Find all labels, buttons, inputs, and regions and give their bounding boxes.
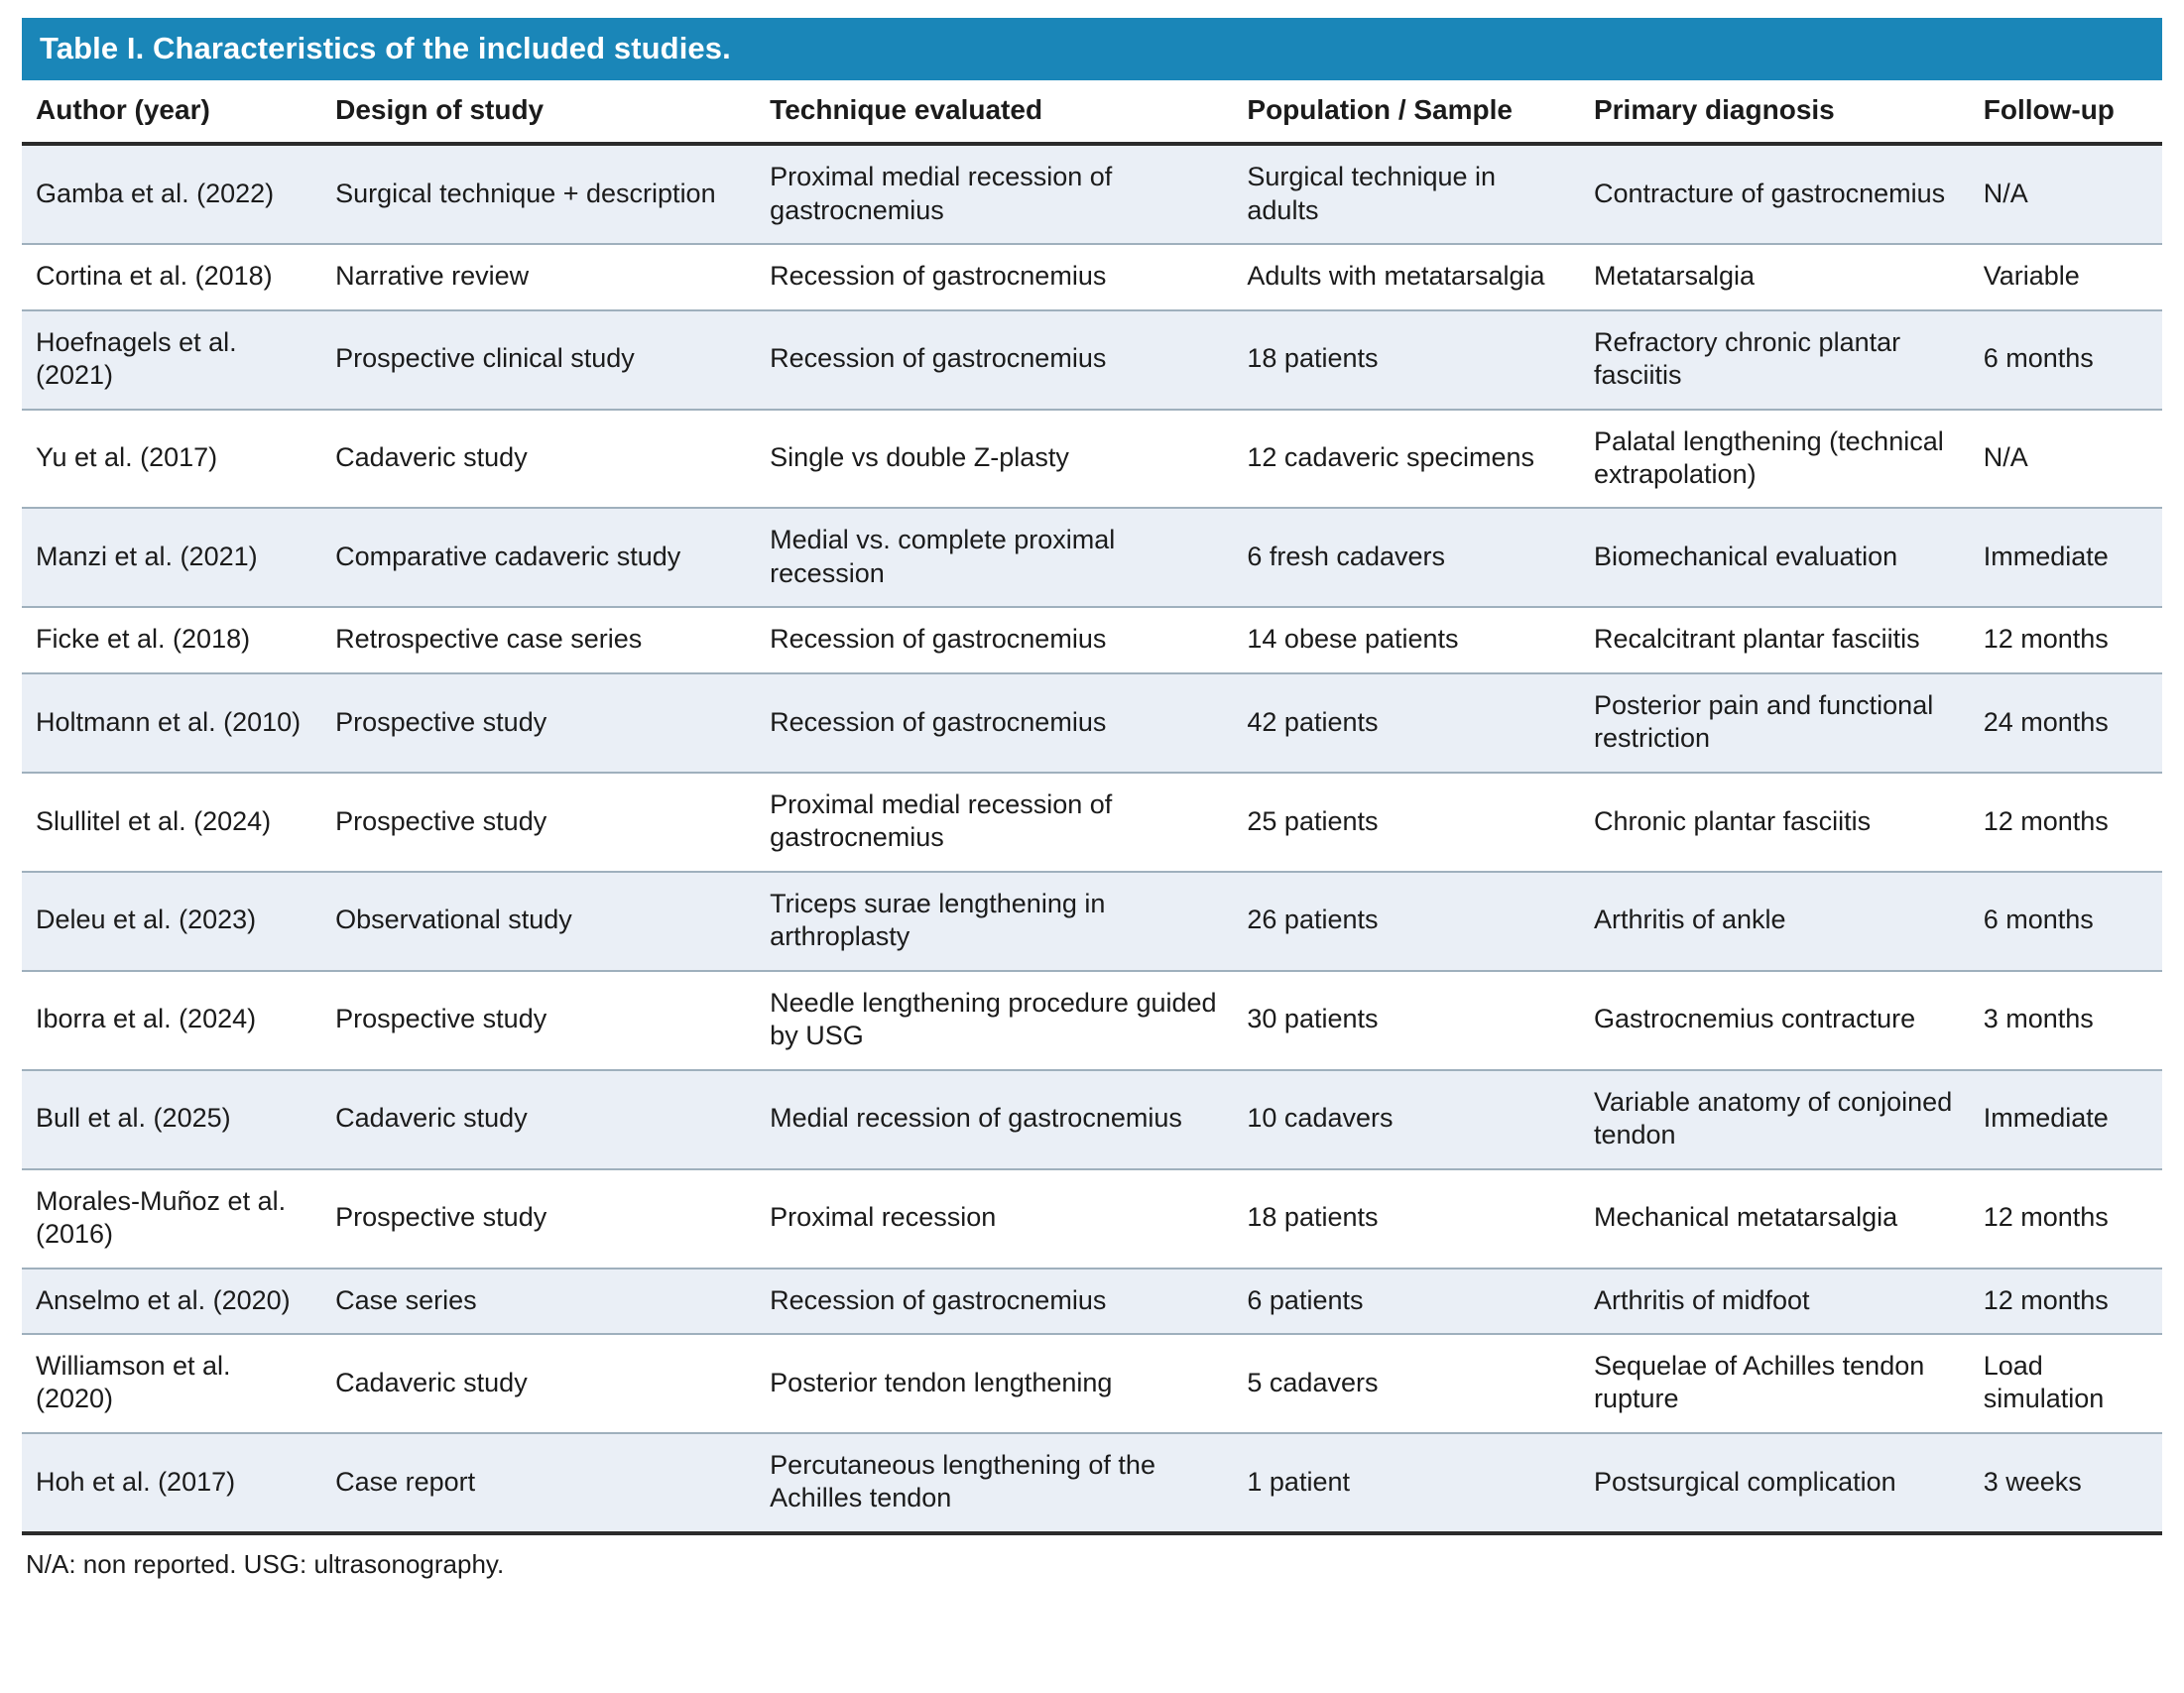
table-row bbox=[22, 673, 2162, 773]
cell-author: Cortina et al. (2018) bbox=[22, 244, 321, 309]
cell-followup: 12 months bbox=[1970, 1169, 2162, 1269]
table-header-row bbox=[22, 80, 2162, 144]
cell-design: Prospective clinical study bbox=[321, 310, 756, 410]
cell-author: Ficke et al. (2018) bbox=[22, 607, 321, 672]
cell-population: Adults with metatarsalgia bbox=[1233, 244, 1580, 309]
table-title: Table I. Characteristics of the included studies. bbox=[22, 18, 2162, 80]
characteristics-table bbox=[22, 80, 2162, 1535]
cell-population: 6 patients bbox=[1233, 1269, 1580, 1334]
table-row bbox=[22, 144, 2162, 244]
table-row bbox=[22, 410, 2162, 509]
cell-diagnosis: Contracture of gastrocnemius bbox=[1580, 144, 1970, 244]
cell-diagnosis: Chronic plantar fasciitis bbox=[1580, 773, 1970, 872]
cell-author: Hoefnagels et al. (2021) bbox=[22, 310, 321, 410]
cell-design: Case report bbox=[321, 1433, 756, 1533]
cell-technique: Recession of gastrocnemius bbox=[756, 673, 1233, 773]
cell-diagnosis: Arthritis of ankle bbox=[1580, 872, 1970, 971]
cell-author: Morales-Muñoz et al. (2016) bbox=[22, 1169, 321, 1269]
column-header-followup: Follow-up bbox=[1970, 80, 2162, 144]
cell-design: Narrative review bbox=[321, 244, 756, 309]
cell-technique: Medial recession of gastrocnemius bbox=[756, 1070, 1233, 1169]
cell-design: Retrospective case series bbox=[321, 607, 756, 672]
cell-diagnosis: Postsurgical complication bbox=[1580, 1433, 1970, 1533]
table-row bbox=[22, 244, 2162, 309]
table-row bbox=[22, 971, 2162, 1070]
cell-diagnosis: Metatarsalgia bbox=[1580, 244, 1970, 309]
cell-design: Cadaveric study bbox=[321, 1334, 756, 1433]
cell-followup: Load simulation bbox=[1970, 1334, 2162, 1433]
cell-followup: 6 months bbox=[1970, 872, 2162, 971]
cell-followup: 6 months bbox=[1970, 310, 2162, 410]
cell-author: Deleu et al. (2023) bbox=[22, 872, 321, 971]
cell-followup: N/A bbox=[1970, 410, 2162, 509]
cell-diagnosis: Gastrocnemius contracture bbox=[1580, 971, 1970, 1070]
table-row bbox=[22, 310, 2162, 410]
table-row bbox=[22, 508, 2162, 607]
cell-author: Manzi et al. (2021) bbox=[22, 508, 321, 607]
cell-design: Prospective study bbox=[321, 773, 756, 872]
table-row bbox=[22, 1070, 2162, 1169]
cell-followup: 24 months bbox=[1970, 673, 2162, 773]
cell-author: Iborra et al. (2024) bbox=[22, 971, 321, 1070]
cell-technique: Recession of gastrocnemius bbox=[756, 607, 1233, 672]
table-row bbox=[22, 1433, 2162, 1533]
cell-followup: Variable bbox=[1970, 244, 2162, 309]
table-row bbox=[22, 1269, 2162, 1334]
table-footnote: N/A: non reported. USG: ultrasonography. bbox=[26, 1548, 505, 1579]
cell-population: 18 patients bbox=[1233, 310, 1580, 410]
cell-design: Case series bbox=[321, 1269, 756, 1334]
column-header-population: Population / Sample bbox=[1233, 80, 1580, 144]
cell-followup: Immediate bbox=[1970, 508, 2162, 607]
cell-diagnosis: Sequelae of Achilles tendon rupture bbox=[1580, 1334, 1970, 1433]
cell-technique: Proximal medial recession of gastrocnemius bbox=[756, 144, 1233, 244]
cell-population: 42 patients bbox=[1233, 673, 1580, 773]
cell-population: 30 patients bbox=[1233, 971, 1580, 1070]
cell-technique: Recession of gastrocnemius bbox=[756, 244, 1233, 309]
cell-population: 26 patients bbox=[1233, 872, 1580, 971]
cell-diagnosis: Posterior pain and functional restriction bbox=[1580, 673, 1970, 773]
cell-population: 14 obese patients bbox=[1233, 607, 1580, 672]
cell-technique: Recession of gastrocnemius bbox=[756, 1269, 1233, 1334]
cell-population: 10 cadavers bbox=[1233, 1070, 1580, 1169]
cell-population: 12 cadaveric specimens bbox=[1233, 410, 1580, 509]
table-body bbox=[22, 144, 2162, 1533]
cell-diagnosis: Biomechanical evaluation bbox=[1580, 508, 1970, 607]
column-header-technique: Technique evaluated bbox=[756, 80, 1233, 144]
cell-followup: N/A bbox=[1970, 144, 2162, 244]
cell-population: 6 fresh cadavers bbox=[1233, 508, 1580, 607]
table-row bbox=[22, 607, 2162, 672]
table-header bbox=[22, 80, 2162, 144]
cell-technique: Posterior tendon lengthening bbox=[756, 1334, 1233, 1433]
cell-population: Surgical technique in adults bbox=[1233, 144, 1580, 244]
cell-technique: Proximal recession bbox=[756, 1169, 1233, 1269]
cell-population: 25 patients bbox=[1233, 773, 1580, 872]
cell-design: Surgical technique + description bbox=[321, 144, 756, 244]
table-row bbox=[22, 872, 2162, 971]
cell-author: Williamson et al. (2020) bbox=[22, 1334, 321, 1433]
table-row bbox=[22, 773, 2162, 872]
cell-population: 5 cadavers bbox=[1233, 1334, 1580, 1433]
cell-diagnosis: Variable anatomy of conjoined tendon bbox=[1580, 1070, 1970, 1169]
cell-design: Comparative cadaveric study bbox=[321, 508, 756, 607]
cell-population: 1 patient bbox=[1233, 1433, 1580, 1533]
cell-technique: Medial vs. complete proximal recession bbox=[756, 508, 1233, 607]
cell-followup: 12 months bbox=[1970, 607, 2162, 672]
column-header-design: Design of study bbox=[321, 80, 756, 144]
cell-technique: Percutaneous lengthening of the Achilles tendon bbox=[756, 1433, 1233, 1533]
cell-technique: Needle lengthening procedure guided by USG bbox=[756, 971, 1233, 1070]
cell-author: Holtmann et al. (2010) bbox=[22, 673, 321, 773]
cell-population: 18 patients bbox=[1233, 1169, 1580, 1269]
table-row bbox=[22, 1169, 2162, 1269]
cell-design: Prospective study bbox=[321, 1169, 756, 1269]
cell-technique: Proximal medial recession of gastrocnemius bbox=[756, 773, 1233, 872]
cell-followup: 3 months bbox=[1970, 971, 2162, 1070]
cell-diagnosis: Arthritis of midfoot bbox=[1580, 1269, 1970, 1334]
cell-author: Yu et al. (2017) bbox=[22, 410, 321, 509]
cell-design: Prospective study bbox=[321, 971, 756, 1070]
cell-author: Hoh et al. (2017) bbox=[22, 1433, 321, 1533]
cell-technique: Single vs double Z-plasty bbox=[756, 410, 1233, 509]
cell-design: Observational study bbox=[321, 872, 756, 971]
cell-followup: 12 months bbox=[1970, 773, 2162, 872]
cell-diagnosis: Palatal lengthening (technical extrapolation) bbox=[1580, 410, 1970, 509]
cell-author: Bull et al. (2025) bbox=[22, 1070, 321, 1169]
cell-diagnosis: Refractory chronic plantar fasciitis bbox=[1580, 310, 1970, 410]
column-header-author: Author (year) bbox=[22, 80, 321, 144]
cell-diagnosis: Recalcitrant plantar fasciitis bbox=[1580, 607, 1970, 672]
cell-design: Prospective study bbox=[321, 673, 756, 773]
cell-author: Gamba et al. (2022) bbox=[22, 144, 321, 244]
cell-technique: Recession of gastrocnemius bbox=[756, 310, 1233, 410]
cell-design: Cadaveric study bbox=[321, 1070, 756, 1169]
cell-followup: 3 weeks bbox=[1970, 1433, 2162, 1533]
cell-author: Anselmo et al. (2020) bbox=[22, 1269, 321, 1334]
cell-followup: 12 months bbox=[1970, 1269, 2162, 1334]
cell-followup: Immediate bbox=[1970, 1070, 2162, 1169]
cell-technique: Triceps surae lengthening in arthroplasty bbox=[756, 872, 1233, 971]
cell-diagnosis: Mechanical metatarsalgia bbox=[1580, 1169, 1970, 1269]
column-header-diagnosis: Primary diagnosis bbox=[1580, 80, 1970, 144]
table-row bbox=[22, 1334, 2162, 1433]
cell-design: Cadaveric study bbox=[321, 410, 756, 509]
cell-author: Slullitel et al. (2024) bbox=[22, 773, 321, 872]
